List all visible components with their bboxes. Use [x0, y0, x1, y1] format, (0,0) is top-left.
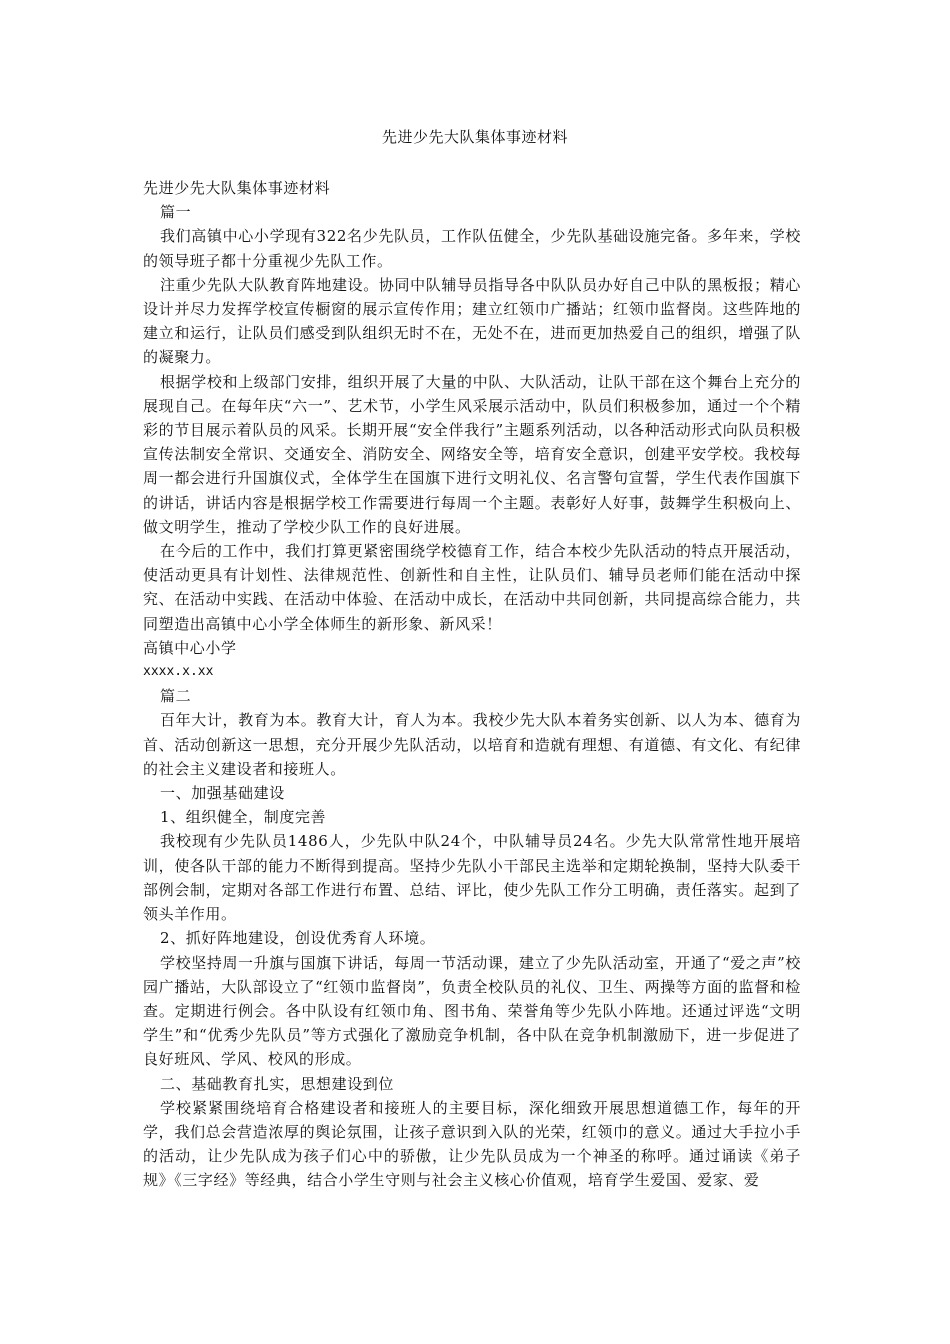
date: xxxx.x.xx: [143, 664, 214, 680]
subheading: 二、基础教育扎实，思想建设到位: [160, 1074, 395, 1093]
subheading: 2、抓好阵地建设，创设优秀育人环境。: [160, 929, 436, 948]
document-subtitle: 先进少先大队集体事迹材料: [143, 179, 331, 197]
subheading: 一、加强基础建设: [160, 784, 285, 803]
paragraph: 我校现有少先队员1486人，少先队中队24个，中队辅导员24名。少先大队常常性地开展培训，使各队干部的能力不断得到提高。坚持少先队小干部民主选举和定期轮换制，坚持大队委干部例会制，定期对各部工作进行布置、总结、评比，使少先队工作分工明确，责任落实。起到了领头羊作用。: [143, 832, 801, 924]
paragraph: 注重少先队大队教育阵地建设。协同中队辅导员指导各中队队员办好自己中队的黑板报；精心设计并尽力发挥学校宣传橱窗的展示宣传作用；建立红领巾广播站；红领巾监督岗。这些阵地的建立和运行，让队员们感受到队组织无时不在，无处不在，进而更加热爱自己的组织，增强了队的凝聚力。: [143, 275, 801, 367]
paragraph: 我们高镇中心小学现有322名少先队员，工作队伍健全，少先队基础设施完备。多年来，学校的领导班子都十分重视少先队工作。: [143, 227, 801, 270]
paragraph: 百年大计，教育为本。教育大计，育人为本。我校少先大队本着务实创新、以人为本、德育为首、活动创新这一思想，充分开展少先队活动，以培育和造就有理想、有道德、有文化、有纪律的社会主义建设者和接班人。: [143, 711, 801, 778]
signature: 高镇中心小学: [143, 638, 237, 657]
paragraph: 学校坚持周一升旗与国旗下讲话，每周一节活动课，建立了少先队活动室，开通了“爱之声”校园广播站，大队部设立了“红领巾监督岗”，负责全校队员的礼仪、卫生、两操等方面的监督和检查。定期进行例会。各中队设有红领巾角、图书角、荣誉角等少先队小阵地。还通过评选“文明学生”和“优秀少先队员”等方式强化了激励竞争机制，各中队在竞争机制激励下，进一步促进了良好班风、学风、校风的形成。: [143, 953, 801, 1069]
document-body: [143, 176, 801, 1193]
paragraph: 学校紧紧围绕培育合格建设者和接班人的主要目标，深化细致开展思想道德工作，每年的开学，我们总会营造浓厚的舆论氛围，让孩子意识到入队的光荣，红领巾的意义。通过大手拉小手的活动，让少先队成为孩子们心中的骄傲，让少先队员成为一个神圣的称呼。通过诵读《弟子规》《三字经》等经典，结合小学生守则与社会主义核心价值观，培育学生爱国、爱家、爱: [143, 1098, 801, 1190]
section-heading: 篇二: [160, 687, 192, 706]
subheading: 1、组织健全，制度完善: [160, 808, 327, 827]
section-heading: 篇一: [160, 203, 192, 222]
document-title: 先进少先大队集体事迹材料: [381, 128, 568, 146]
paragraph: 根据学校和上级部门安排，组织开展了大量的中队、大队活动，让队干部在这个舞台上充分的展现自己。在每年庆“六一”、艺术节，小学生风采展示活动中，队员们积极参加，通过一个个精彩的节目展示着队员的风采。长期开展“安全伴我行”主题系列活动，以各种活动形式向队员积极宣传法制安全常识、交通安全、消防安全、网络安全等，培育安全意识，创建平安学校。我校每周一都会进行升国旗仪式，全体学生在国旗下进行文明礼仪、名言警句宣誓，学生代表作国旗下的讲话，讲话内容是根据学校工作需要进行每周一个主题。表彰好人好事，鼓舞学生积极向上、做文明学生，推动了学校少队工作的良好进展。: [143, 372, 801, 536]
paragraph: 在今后的工作中，我们打算更紧密围绕学校德育工作，结合本校少先队活动的特点开展活动，使活动更具有计划性、法律规范性、创新性和自主性，让队员们、辅导员老师们能在活动中探究、在活动中实践、在活动中体验、在活动中成长，在活动中共同创新，共同提高综合能力，共同塑造出高镇中心小学全体师生的新形象、新风采！: [143, 542, 801, 633]
